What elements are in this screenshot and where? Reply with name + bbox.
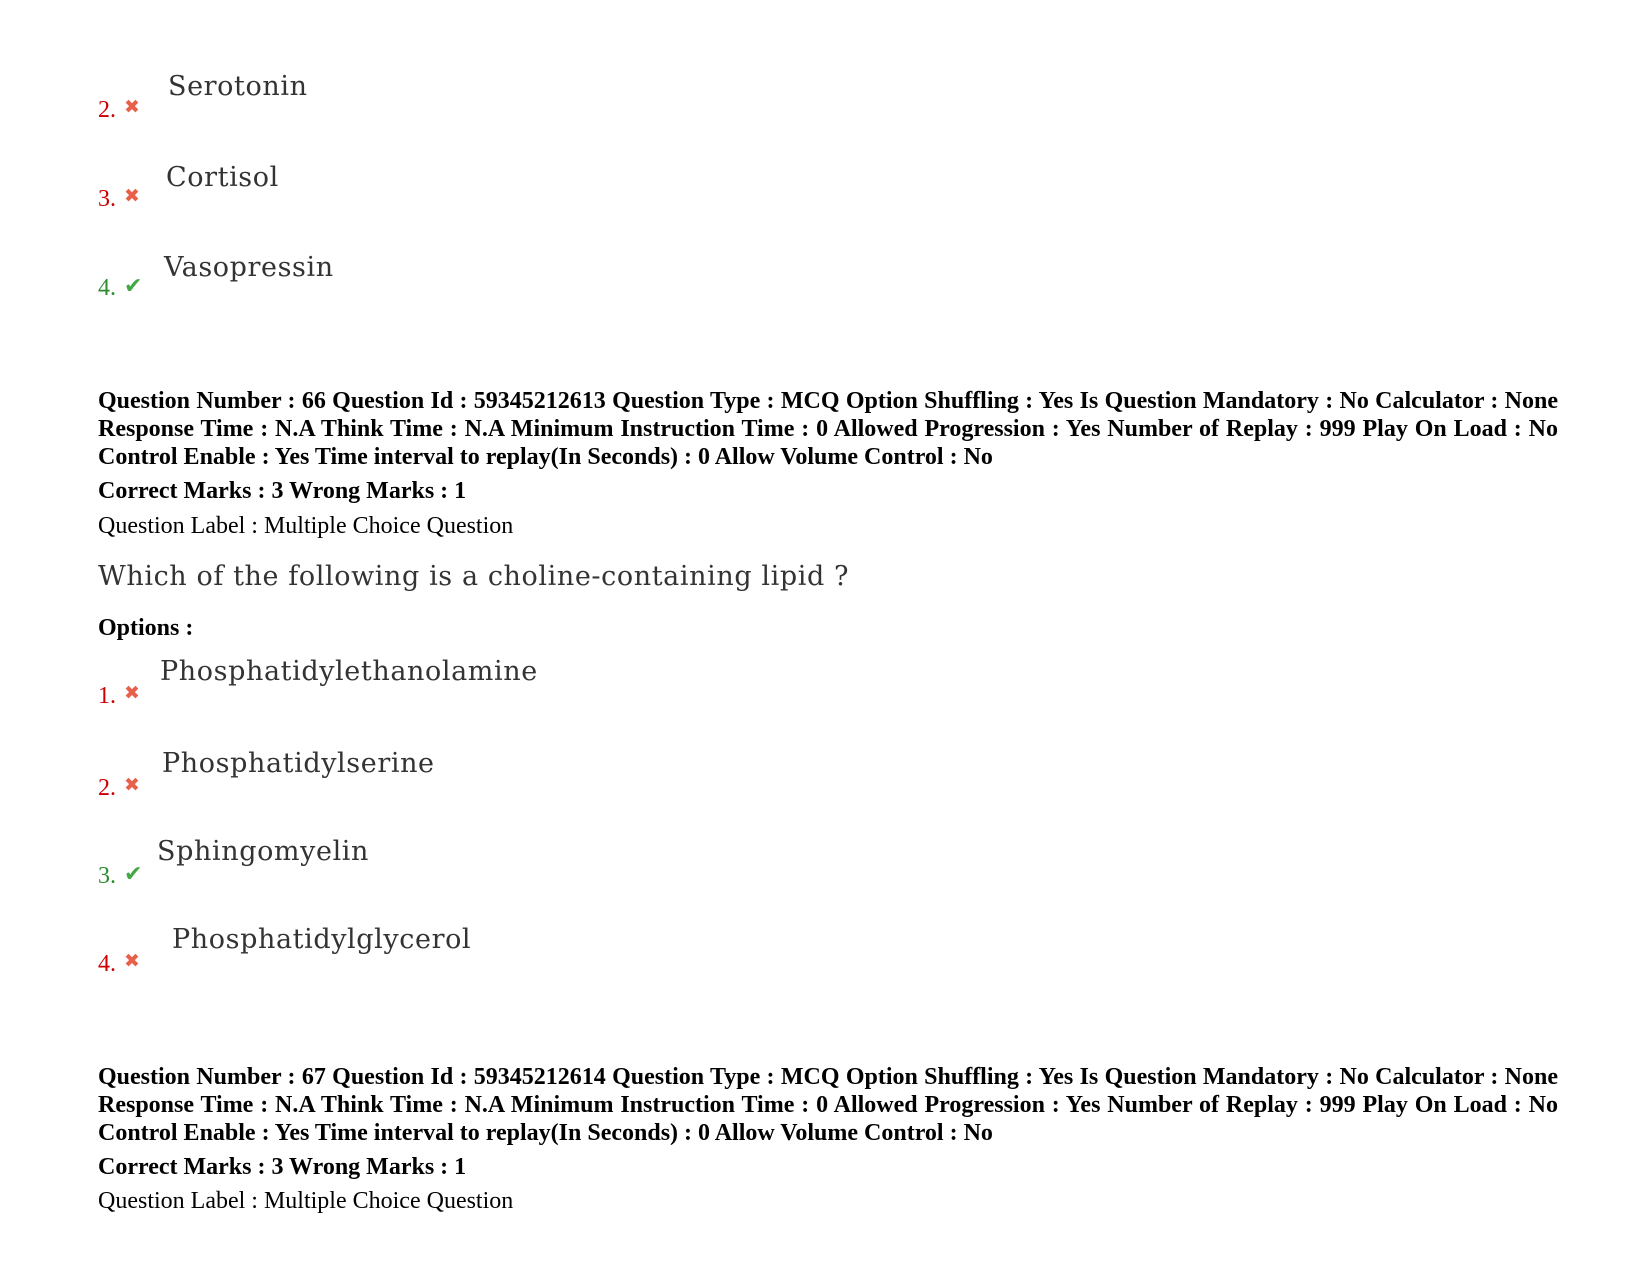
cross-icon: ✖: [124, 96, 140, 118]
option-text: Phosphatidylglycerol: [172, 924, 472, 955]
option-number: 4.: [98, 275, 116, 301]
question-text: Which of the following is a choline-containing lipid ?: [98, 561, 850, 592]
question-meta: Question Number : 66 Question Id : 59345212613 Question Type : MCQ Option Shuffling : Yes Is Question Mandatory : No Calculator : None Response Time : N.A Think Time : N.A Minimum Instruction Time : 0 Allowed Progression : Yes Number of Replay : 999 Play On Load : No Control Enable : Yes Time interval to replay(In Seconds) : 0 Allow Volume Control : No: [98, 388, 1558, 470]
option-row: [98, 162, 798, 212]
check-icon: ✔: [124, 274, 143, 299]
option-text: Cortisol: [166, 162, 279, 193]
cross-icon: ✖: [124, 950, 140, 972]
option-text: Phosphatidylserine: [162, 748, 435, 779]
option-number: 1.: [98, 683, 116, 709]
option-row: [98, 252, 798, 301]
option-number: 3.: [98, 186, 116, 212]
option-row: [98, 836, 798, 889]
question-marks: Correct Marks : 3 Wrong Marks : 1: [98, 1154, 467, 1180]
option-text: Serotonin: [168, 71, 308, 102]
option-row: [98, 924, 798, 977]
question-label: Question Label : Multiple Choice Question: [98, 1188, 514, 1214]
cross-icon: ✖: [124, 774, 140, 796]
option-text: Vasopressin: [164, 252, 334, 283]
check-icon: ✔: [124, 862, 143, 887]
options-heading: Options :: [98, 615, 194, 641]
option-row: [98, 71, 798, 123]
option-number: 2.: [98, 775, 116, 801]
option-row: [98, 748, 798, 801]
question-marks: Correct Marks : 3 Wrong Marks : 1: [98, 478, 467, 504]
option-number: 2.: [98, 97, 116, 123]
option-text: Sphingomyelin: [157, 836, 370, 867]
option-number: 3.: [98, 863, 116, 889]
option-row: [98, 656, 798, 709]
option-number: 4.: [98, 951, 116, 977]
cross-icon: ✖: [124, 185, 140, 207]
question-meta: Question Number : 67 Question Id : 59345212614 Question Type : MCQ Option Shuffling : Yes Is Question Mandatory : No Calculator : None Response Time : N.A Think Time : N.A Minimum Instruction Time : 0 Allowed Progression : Yes Number of Replay : 999 Play On Load : No Control Enable : Yes Time interval to replay(In Seconds) : 0 Allow Volume Control : No: [98, 1064, 1558, 1146]
question-label: Question Label : Multiple Choice Question: [98, 513, 514, 539]
cross-icon: ✖: [124, 682, 140, 704]
option-text: Phosphatidylethanolamine: [160, 656, 538, 687]
